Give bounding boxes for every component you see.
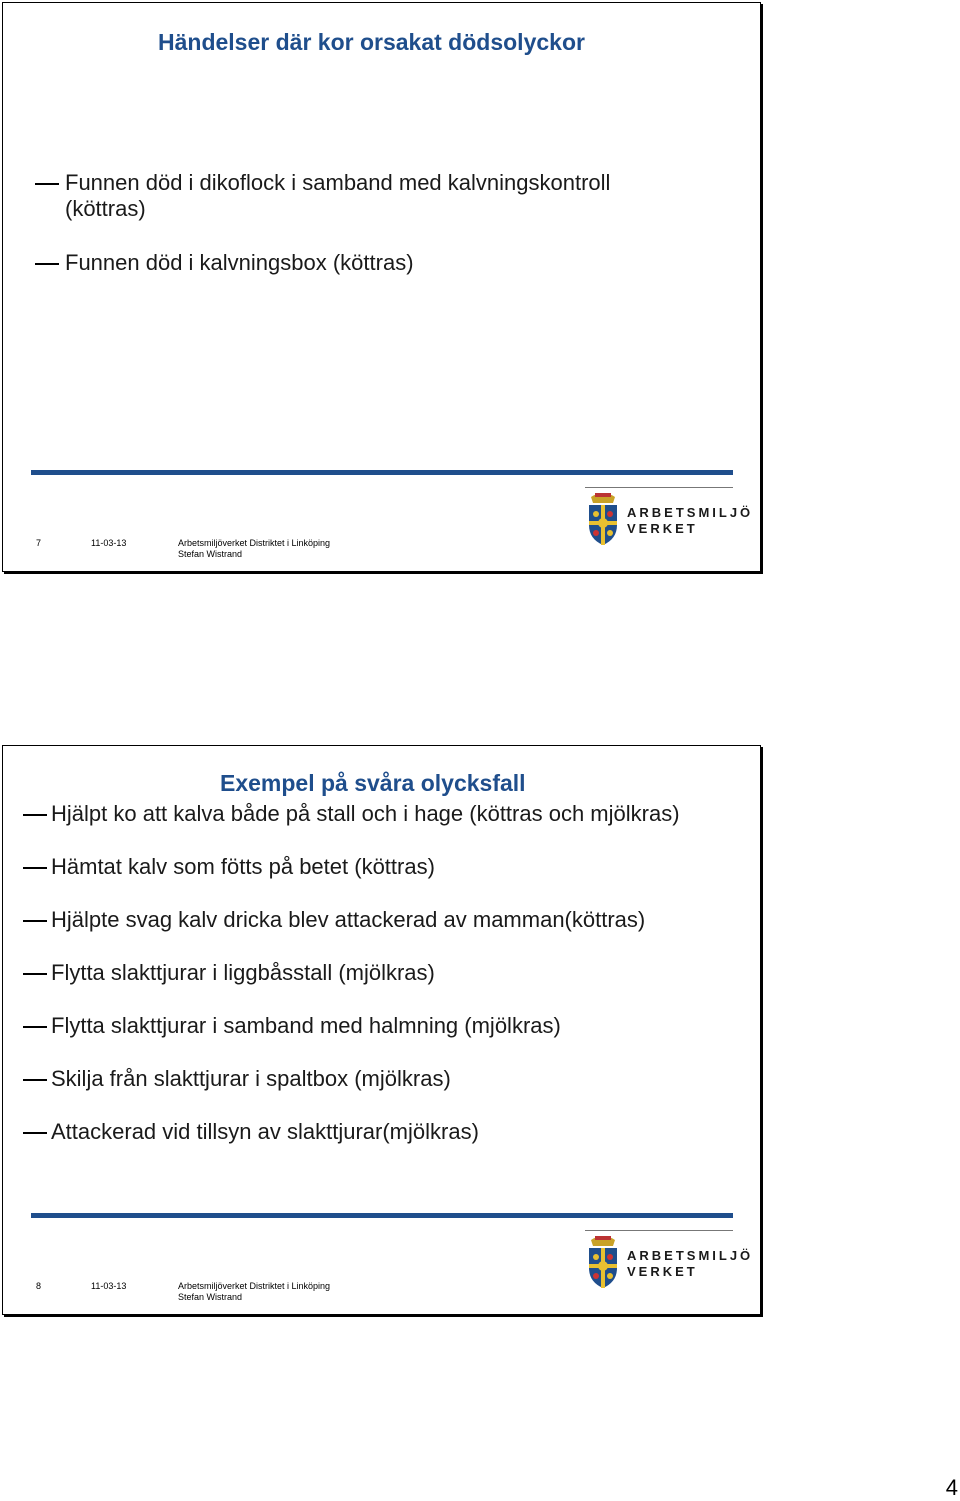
list-item: Funnen död i kalvningsbox (köttras) xyxy=(3,250,743,276)
footer-organization: Arbetsmiljöverket Distriktet i Linköping xyxy=(178,538,331,548)
bullet-list xyxy=(3,801,743,1172)
list-item: Funnen död i dikoflock i samband med kalvningskontroll (köttras) xyxy=(3,170,665,222)
logo-text-line2: VERKET xyxy=(627,1264,698,1279)
arbetsmiljoverket-logo xyxy=(585,485,754,549)
logo-text-line2: VERKET xyxy=(627,521,698,536)
logo-text-line1: ARBETSMILJÖ xyxy=(627,1248,754,1263)
list-item: Hjälpt ko att kalva både på stall och i hage (köttras och mjölkras) xyxy=(3,801,743,827)
slide-7 xyxy=(2,2,761,572)
dash-bullet-icon xyxy=(23,1026,47,1028)
dash-bullet-icon xyxy=(23,973,47,975)
list-item: Hämtat kalv som fötts på betet (köttras) xyxy=(3,854,743,880)
slide-number: 8 xyxy=(36,1281,42,1291)
slide-title: Händelser där kor orsakat dödsolyckor xyxy=(158,29,585,55)
page-number: 4 xyxy=(945,1475,958,1500)
logo-text-line1: ARBETSMILJÖ xyxy=(627,505,754,520)
list-item: Flytta slakttjurar i liggbåsstall (mjölkras) xyxy=(3,960,743,986)
footer-author: Stefan Wistrand xyxy=(178,1292,243,1302)
dash-bullet-icon xyxy=(23,867,47,869)
footer-divider xyxy=(31,1213,733,1218)
dash-bullet-icon xyxy=(23,920,47,922)
list-item: Attackerad vid tillsyn av slakttjurar(mjölkras) xyxy=(3,1119,743,1145)
list-item: Flytta slakttjurar i samband med halmning (mjölkras) xyxy=(3,1013,743,1039)
dash-bullet-icon xyxy=(35,263,59,265)
list-item: Hjälpte svag kalv dricka blev attackerad av mamman(köttras) xyxy=(3,907,743,933)
bullet-list xyxy=(3,170,743,304)
slide-number: 7 xyxy=(36,538,42,548)
dash-bullet-icon xyxy=(23,1132,47,1134)
coat-of-arms-icon xyxy=(585,489,621,549)
footer-organization: Arbetsmiljöverket Distriktet i Linköping xyxy=(178,1281,331,1291)
slide-title: Exempel på svåra olycksfall xyxy=(220,770,526,796)
dash-bullet-icon xyxy=(35,183,59,185)
slide-8 xyxy=(2,745,761,1315)
arbetsmiljoverket-logo xyxy=(585,1228,754,1292)
dash-bullet-icon xyxy=(23,814,47,816)
list-item: Skilja från slakttjurar i spaltbox (mjölkras) xyxy=(3,1066,743,1092)
footer-divider xyxy=(31,470,733,475)
footer-author: Stefan Wistrand xyxy=(178,549,243,559)
dash-bullet-icon xyxy=(23,1079,47,1081)
slide-date: 11-03-13 xyxy=(91,1281,127,1291)
coat-of-arms-icon xyxy=(585,1232,621,1292)
slide-date: 11-03-13 xyxy=(91,538,127,548)
